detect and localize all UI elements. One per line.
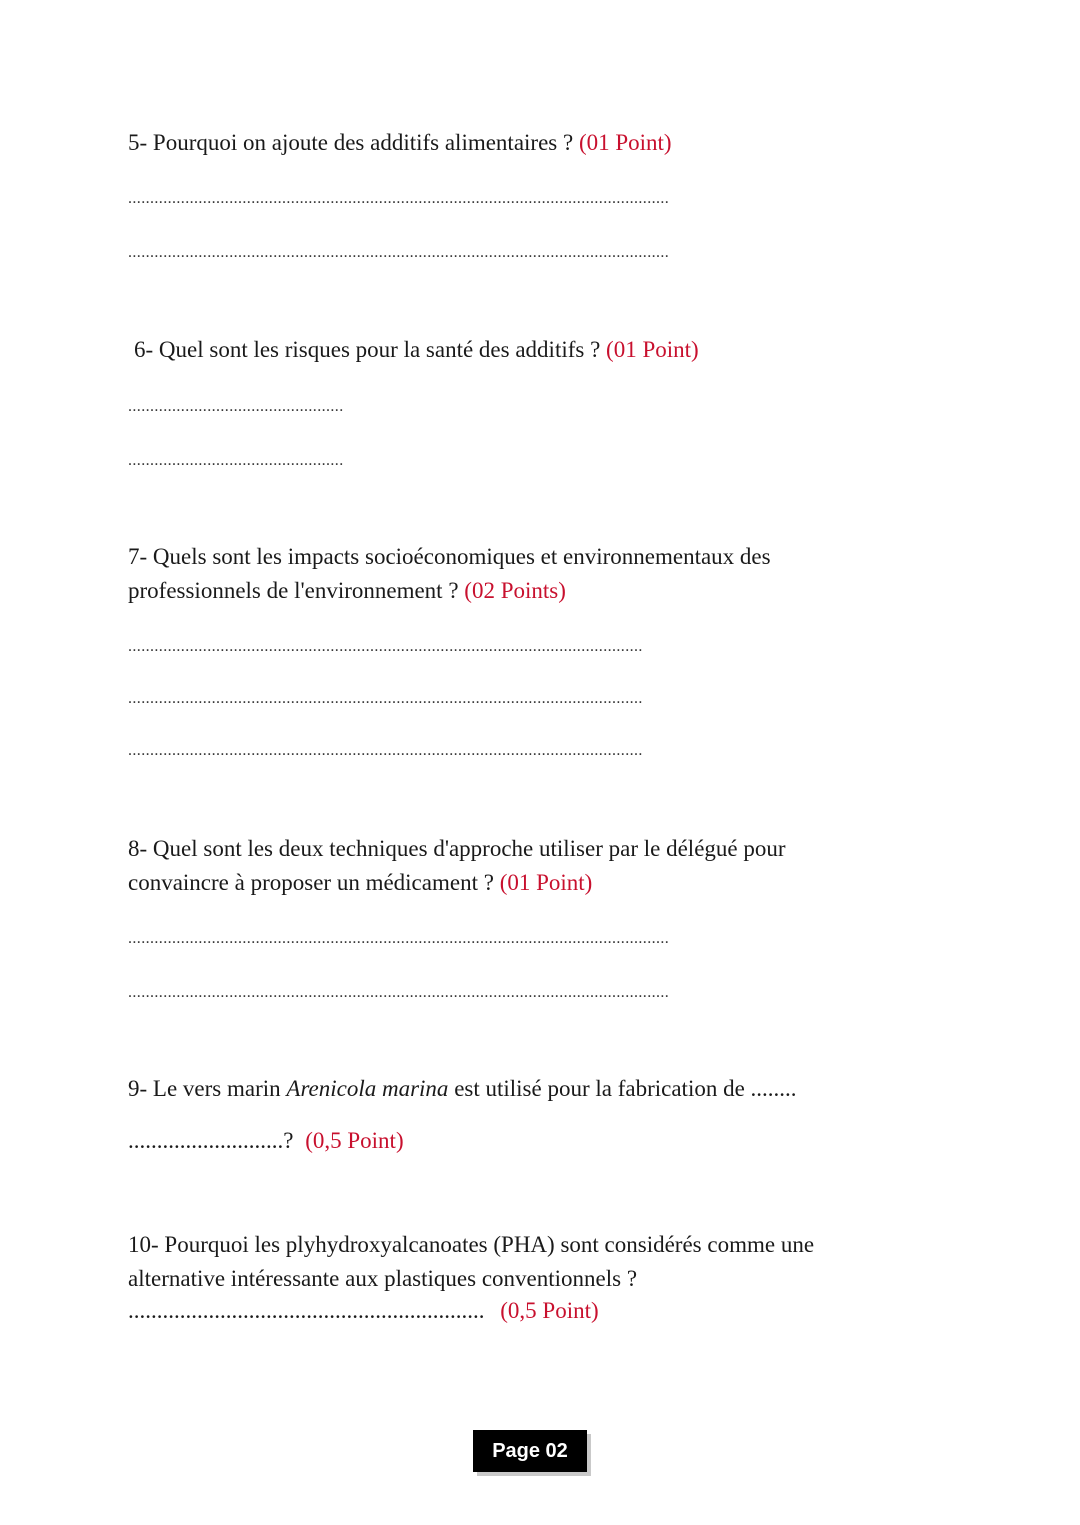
answer-line: ........................................................................................................................... xyxy=(128,984,670,1001)
answer-line: ........................................................................................................................... xyxy=(128,190,670,207)
question-10-line-1: 10- Pourquoi les plyhydroxyalcanoates (PHA) sont considérés comme une xyxy=(128,1232,815,1257)
answer-line: ................................................. xyxy=(128,452,344,469)
question-7-line-2 xyxy=(128,574,928,608)
question-9-text-after: est utilisé pour la fabrication de ........ xyxy=(448,1076,797,1101)
question-7-text: professionnels de l'environnement ? xyxy=(128,578,459,603)
answer-blank: ...........................? xyxy=(128,1128,294,1153)
answer-line: ........................................................................................................................... xyxy=(128,244,670,261)
answer-line: ................................................. xyxy=(128,398,344,415)
question-9-text-before: 9- Le vers marin xyxy=(128,1076,287,1101)
question-8-points: (01 Point) xyxy=(499,870,593,895)
question-10-answer xyxy=(128,1294,928,1328)
question-7-points: (02 Points) xyxy=(464,578,566,603)
question-9-points: (0,5 Point) xyxy=(305,1128,404,1153)
question-6-points: (01 Point) xyxy=(606,337,699,362)
question-5 xyxy=(128,126,928,160)
answer-line: ..................................................................................................................... xyxy=(128,638,643,655)
answer-line: ..................................................................................................................... xyxy=(128,690,643,707)
question-8-line-1: 8- Quel sont les deux techniques d'approche utiliser par le délégué pour xyxy=(128,836,786,861)
question-9-answer xyxy=(128,1124,928,1158)
question-6 xyxy=(134,333,934,367)
page-number-badge: Page 02 xyxy=(473,1430,587,1472)
question-8-text: convaincre à proposer un médicament ? xyxy=(128,870,494,895)
answer-line: ........................................................................................................................... xyxy=(128,930,670,947)
species-name: Arenicola marina xyxy=(286,1076,449,1101)
answer-blank: .............................................................. xyxy=(128,1298,485,1323)
question-5-points: (01 Point) xyxy=(578,130,672,155)
answer-line: ..................................................................................................................... xyxy=(128,742,643,759)
question-7-line-1: 7- Quels sont les impacts socioéconomiques et environnementaux des xyxy=(128,544,771,569)
question-6-text: 6- Quel sont les risques pour la santé des additifs ? xyxy=(134,337,601,362)
question-5-text: 5- Pourquoi on ajoute des additifs alimentaires ? xyxy=(128,130,574,155)
question-10-line-2: alternative intéressante aux plastiques conventionnels ? xyxy=(128,1266,638,1291)
question-8-line-2 xyxy=(128,866,928,900)
question-9 xyxy=(128,1072,928,1106)
question-10-points: (0,5 Point) xyxy=(500,1298,599,1323)
